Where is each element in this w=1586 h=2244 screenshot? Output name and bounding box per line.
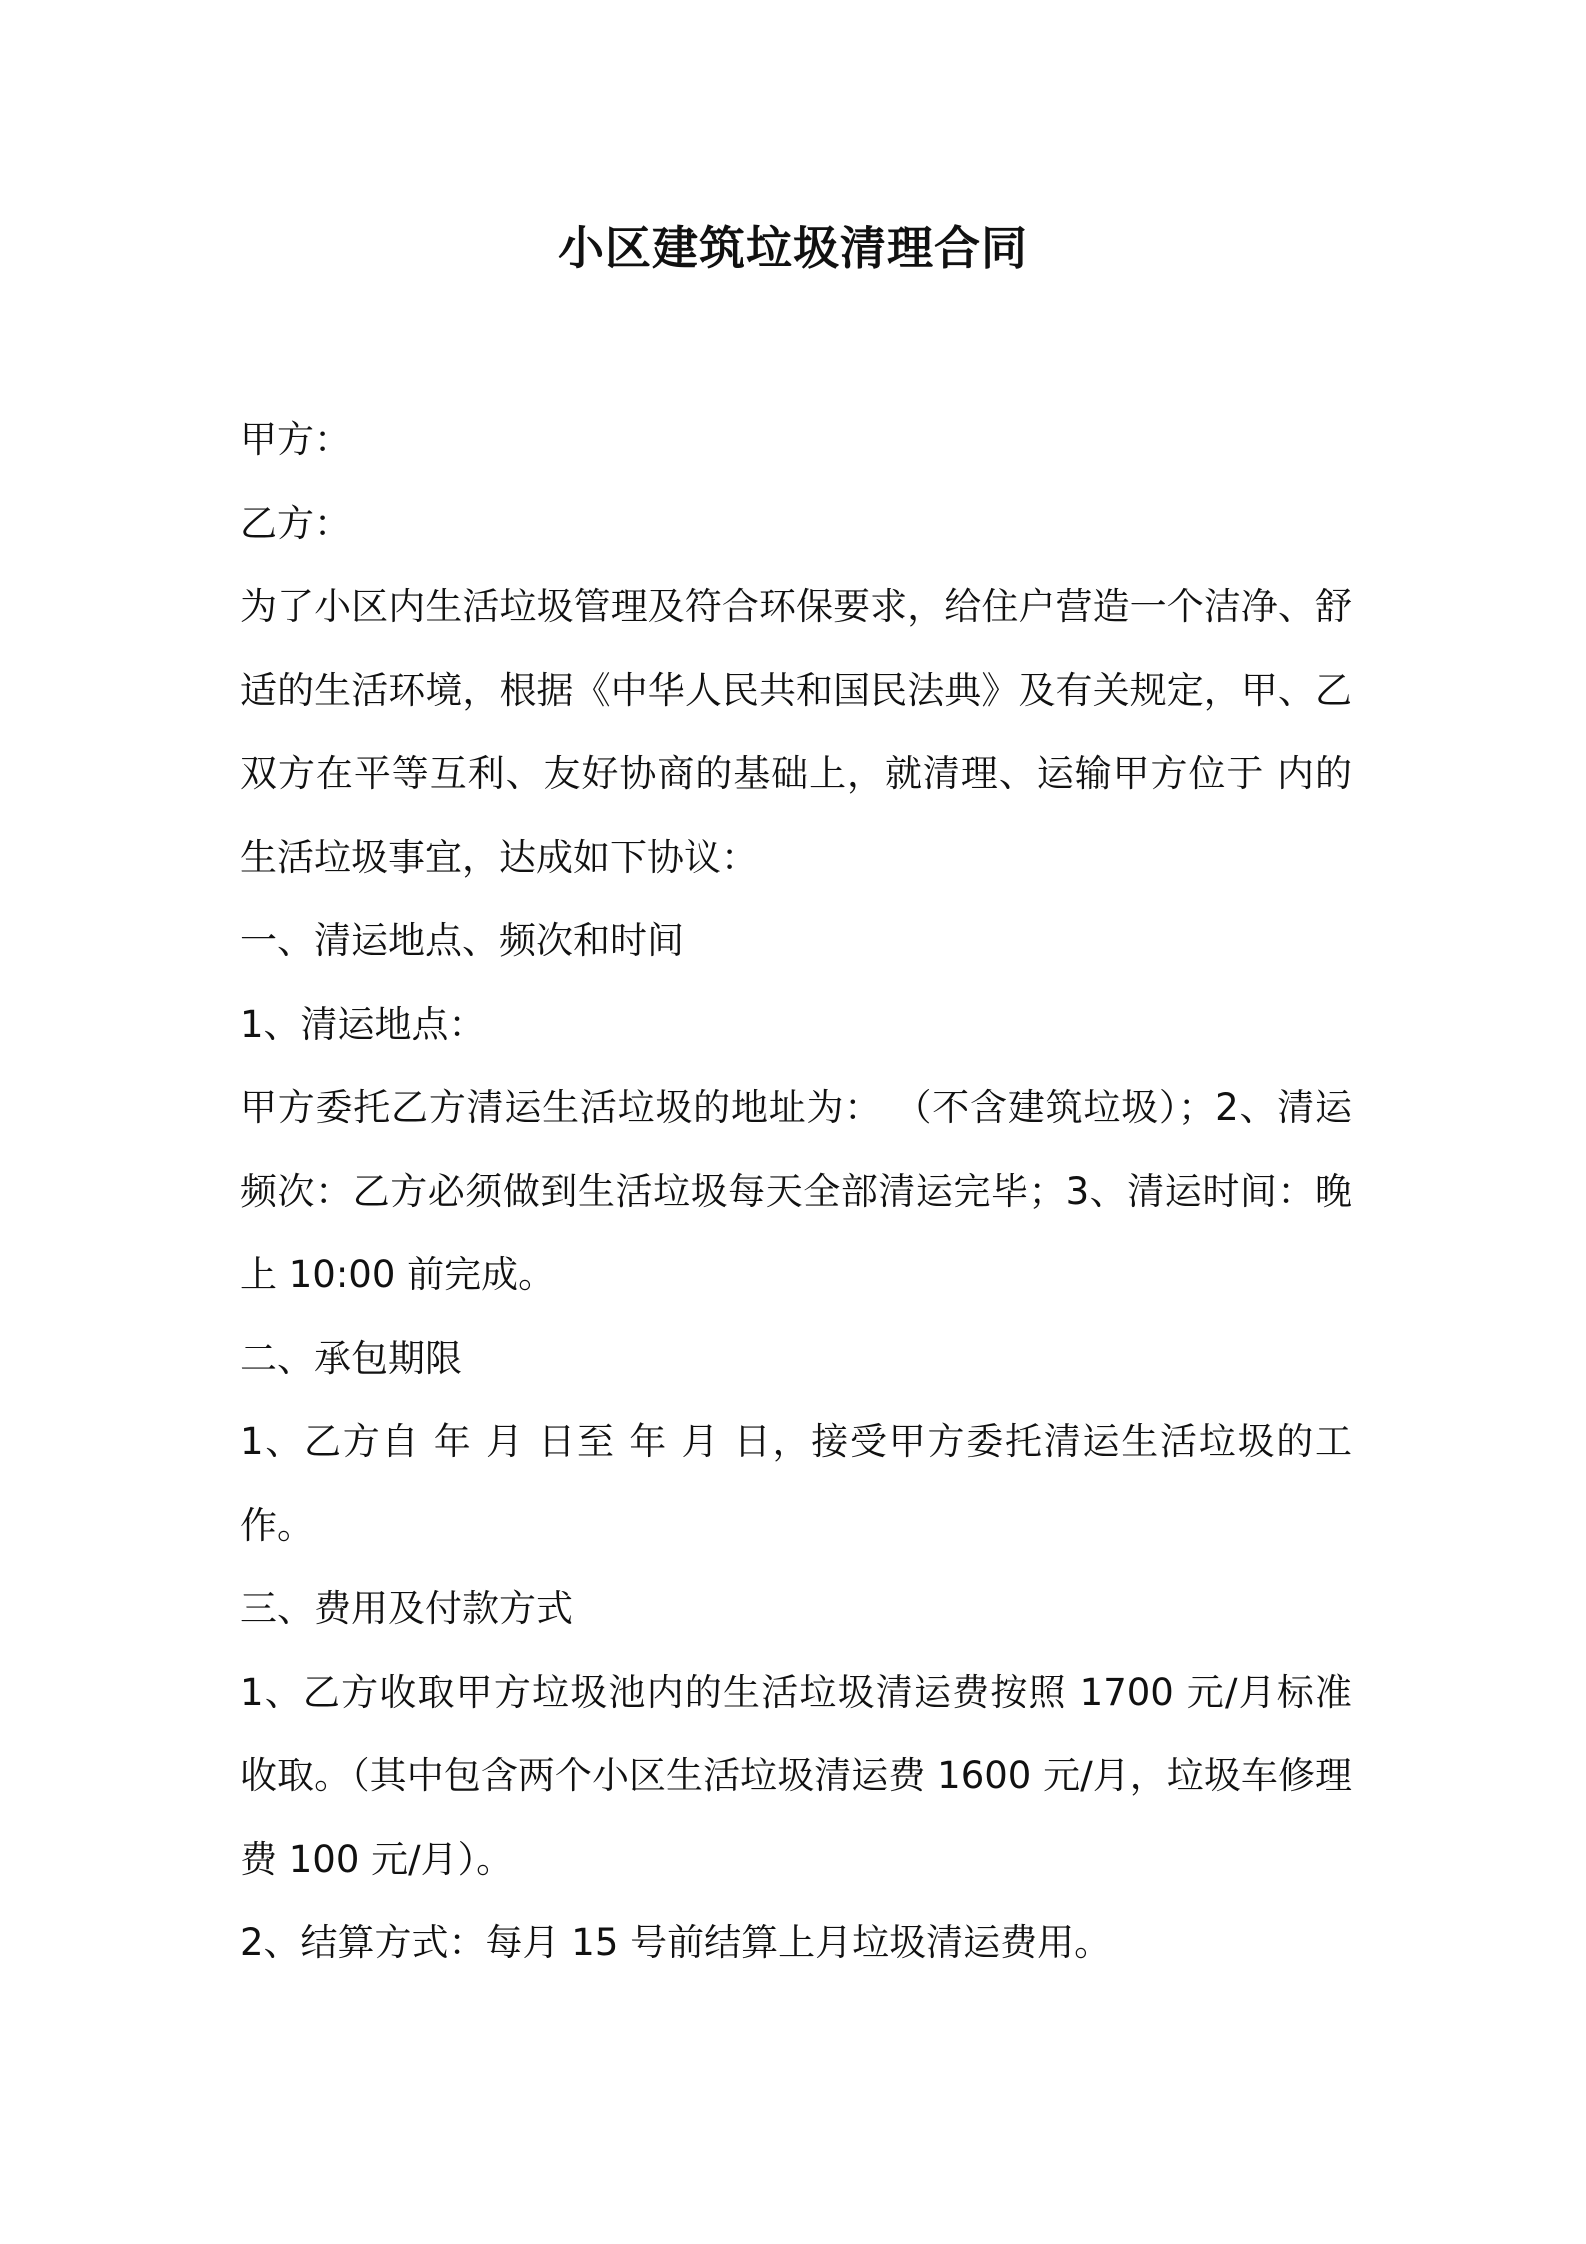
clause-3-1: 1、乙方收取甲方垃圾池内的生活垃圾清运费按照 1700 元/月标准收取。（其中包含两个小区生活垃圾清运费 1600 元/月，垃圾车修理费 100 元/月）。 [240, 1670, 1352, 1881]
section-heading-3: 三、费用及付款方式 [240, 1587, 573, 1630]
clause-1-details: 甲方委托乙方清运生活垃圾的地址为： （不含建筑垃圾）；2、清运频次：乙方必须做到生活垃圾每天全部清运完毕；3、清运时间：晚上 10:00 前完成。 [240, 1086, 1352, 1296]
party-b-line: 乙方： [240, 501, 351, 545]
document-body [240, 398, 1352, 1985]
section-heading-2: 二、承包期限 [240, 1336, 462, 1380]
preamble-paragraph: 为了小区内生活垃圾管理及符合环保要求，给住户营造一个洁净、舒适的生活环境，根据《中华人民共和国民法典》及有关规定，甲、乙双方在平等互利、友好协商的基础上，就清理、运输甲方位于 内的生活垃圾事宜，达成如下协议： [240, 585, 1352, 879]
clause-1-1: 1、清运地点： [240, 1002, 486, 1046]
section-heading-1: 一、清运地点、频次和时间 [240, 919, 684, 962]
clause-3-2: 2、结算方式：每月 15 号前结算上月垃圾清运费用。 [240, 1921, 1112, 1964]
clause-2-1: 1、乙方自 年 月 日至 年 月 日，接受甲方委托清运生活垃圾的工作。 [240, 1420, 1352, 1547]
document-title: 小区建筑垃圾清理合同 [558, 221, 1028, 275]
party-a-line: 甲方： [240, 418, 351, 461]
